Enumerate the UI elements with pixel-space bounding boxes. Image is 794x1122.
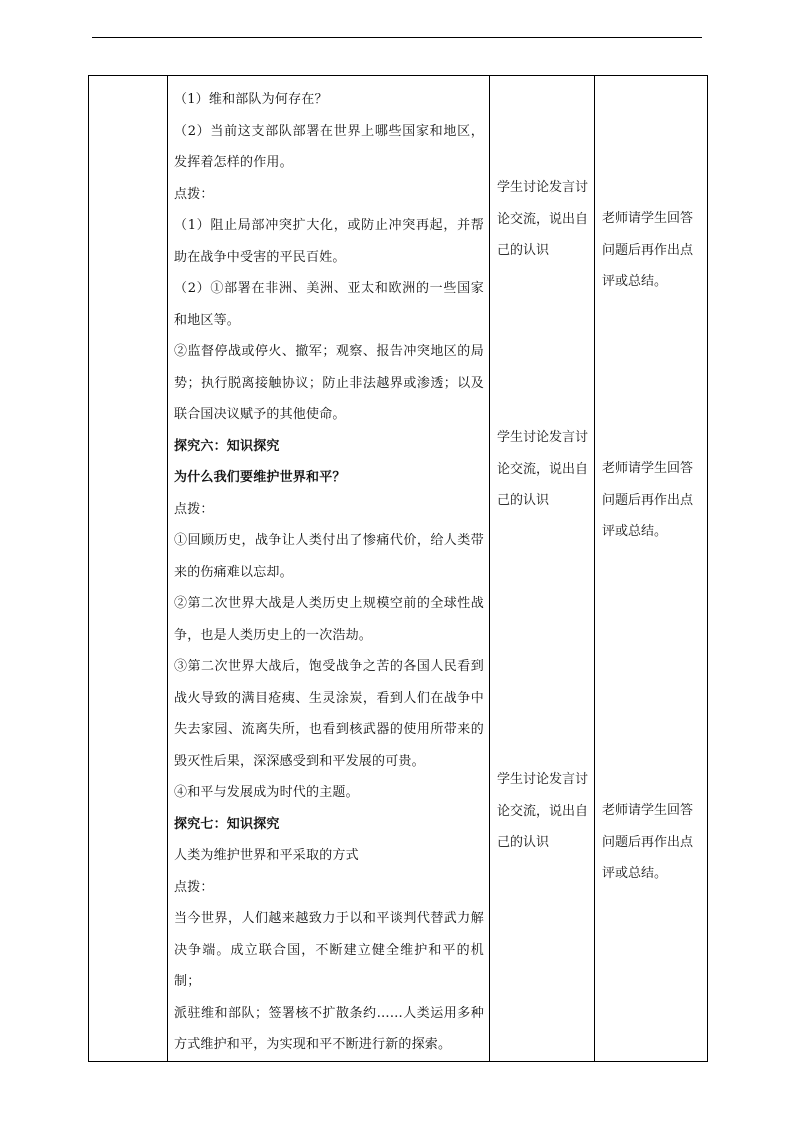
content-paragraph: （2）当前这支部队部署在世界上哪些国家和地区，发挥着怎样的作用。 — [174, 123, 484, 170]
content-paragraph: 点拨： — [174, 186, 214, 202]
section-heading: 探究七：知识探究 — [174, 816, 280, 832]
content-paragraph: （1）维和部队为何存在？ — [174, 92, 328, 107]
section-heading: 为什么我们要维护世界和平？ — [174, 470, 346, 485]
content-paragraph: ①回顾历史，战争让人类付出了惨痛代价，给人类带来的伤痛难以忘却。 — [174, 533, 484, 580]
content-paragraph: 点拨： — [174, 879, 214, 895]
teaching-content — [174, 84, 484, 1061]
header-rule — [92, 37, 702, 38]
teaching-content-cell — [168, 76, 490, 1062]
lesson-table — [88, 75, 708, 1062]
student-activity-2: 学生讨论发言讨论交流，说出自己的认识 — [497, 430, 589, 508]
teacher-activity-2: 老师请学生回答问题后再作出点评或总结。 — [602, 461, 694, 539]
content-paragraph: ④和平与发展成为时代的主题。 — [174, 785, 359, 800]
student-activity-cell — [490, 76, 595, 1062]
content-paragraph: ②第二次世界大战是人类历史上规模空前的全球性战争，也是人类历史上的一次浩劫。 — [174, 596, 484, 643]
content-paragraph: （1）阻止局部冲突扩大化，或防止冲突再起，并帮助在战争中受害的平民百姓。 — [174, 218, 484, 265]
teacher-activity-1: 老师请学生回答问题后再作出点评或总结。 — [602, 211, 694, 289]
content-paragraph: 派驻维和部队；签署核不扩散条约……人类运用多种方式维护和平，为实现和平不断进行新的探索。 — [174, 1005, 484, 1052]
content-paragraph: 当今世界，人们越来越致力于以和平谈判代替武力解决争端。成立联合国，不断建立健全维护和平的机制； — [174, 911, 484, 989]
content-paragraph: ②监督停战或停火、撤军；观察、报告冲突地区的局势；执行脱离接触协议；防止非法越界或渗透；以及联合国决议赋予的其他使命。 — [174, 344, 484, 422]
content-paragraph: （2）①部署在非洲、美洲、亚太和欧洲的一些国家和地区等。 — [174, 281, 484, 328]
teacher-activity-3: 老师请学生回答问题后再作出点评或总结。 — [602, 803, 694, 881]
content-paragraph: ③第二次世界大战后，饱受战争之苦的各国人民看到战火导致的满目疮痍、生灵涂炭，看到人们在战争中失去家园、流离失所，也看到核武器的使用所带来的毁灭性后果，深深感受到和平发展的可贵。 — [174, 659, 484, 769]
content-paragraph: 人类为维护世界和平采取的方式 — [174, 848, 359, 863]
student-activity-1: 学生讨论发言讨论交流，说出自己的认识 — [497, 180, 589, 258]
teacher-activity-cell — [595, 76, 708, 1062]
student-activity-3: 学生讨论发言讨论交流，说出自己的认识 — [497, 772, 589, 850]
section-heading: 探究六：知识探究 — [174, 438, 280, 454]
content-paragraph: 点拨： — [174, 501, 214, 517]
section-label-cell — [89, 76, 168, 1062]
